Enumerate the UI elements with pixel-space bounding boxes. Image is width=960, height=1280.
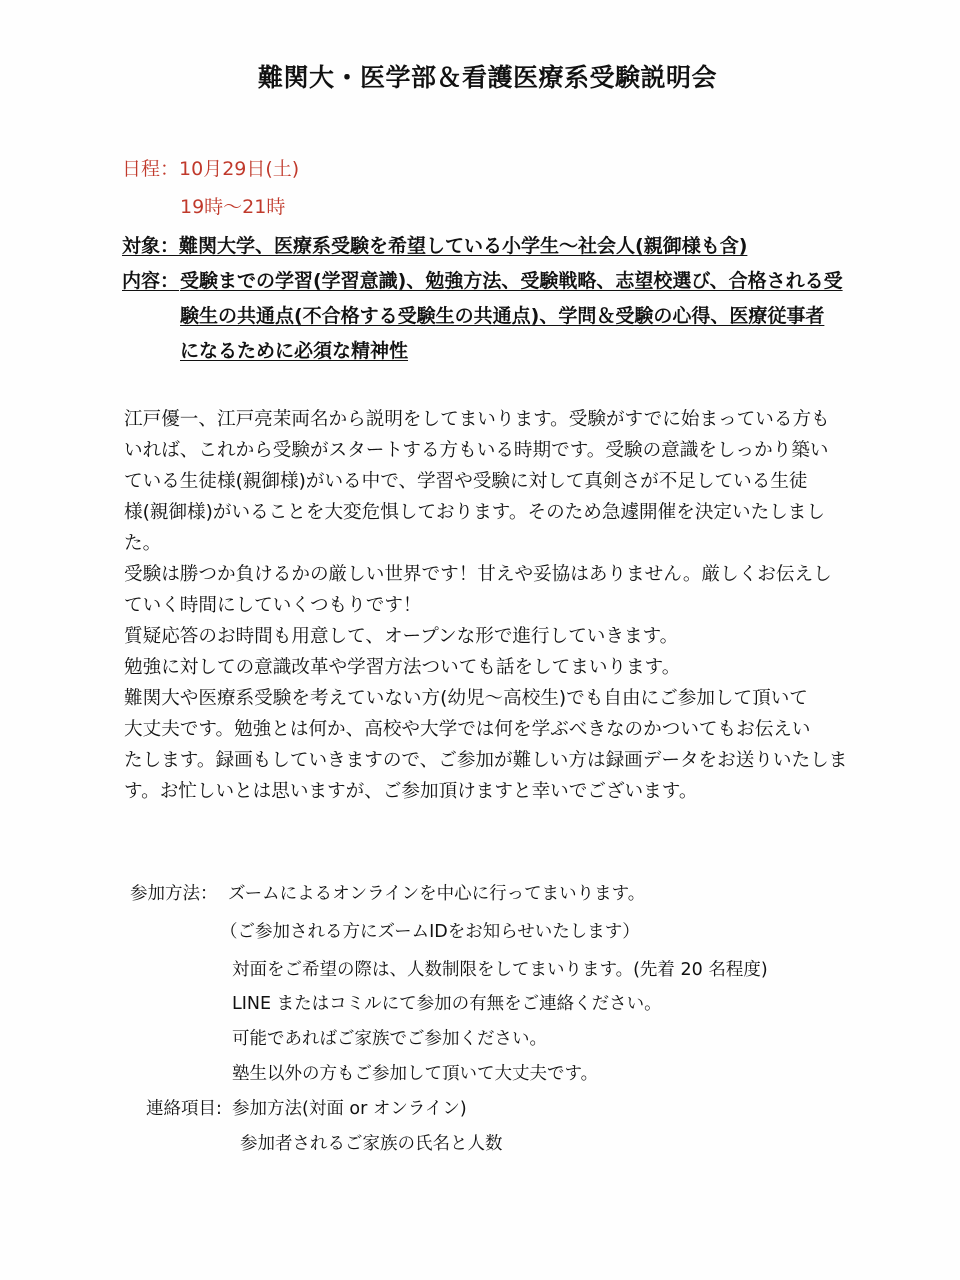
contact-label: 連絡項目: — [146, 1099, 222, 1119]
body-line: たします。録画もしていきますので、ご参加が難しい方は録画データをお送りいたしま — [124, 750, 848, 771]
content-line: になるために必須な精神性 — [180, 340, 409, 362]
body-line: 勉強に対しての意識改革や学習方法ついても話をしてまいります。 — [124, 657, 681, 678]
content-line: 受験までの学習(学習意識)、勉強方法、受験戦略、志望校選び、合格される受 — [180, 270, 843, 292]
body-line: 受験は勝つか負けるかの厳しい世界です！甘えや妥協はありません。厳しくお伝えし — [124, 564, 832, 585]
schedule-row — [122, 154, 299, 181]
content-line: 験生の共通点(不合格する受験生の共通点)、学問＆受験の心得、医療従事者 — [180, 305, 825, 327]
body-line: た。 — [124, 533, 162, 554]
participation-label: 参加方法： — [130, 884, 218, 904]
body-line: 大丈夫です。勉強とは何か、高校や大学では何を学ぶべきなのかついてもお伝えい — [124, 719, 811, 740]
contact-line: 参加方法(対面 or オンライン) — [232, 1099, 467, 1119]
body-line: 難関大や医療系受験を考えていない方(幼児～高校生)でも自由にご参加して頂いて — [124, 688, 808, 709]
content-label: 内容： — [122, 270, 180, 292]
body-line: ている生徒様(親御様)がいる中で、学習や受験に対して真剣さが不足している生徒 — [124, 471, 808, 492]
contact-line: 参加者されるご家族の氏名と人数 — [240, 1134, 503, 1154]
participation-line: （ご参加される方にズームIDをお知らせいたします） — [220, 922, 640, 942]
body-text — [124, 404, 924, 807]
participation-line: ズームによるオンラインを中心に行ってまいります。 — [228, 884, 646, 904]
participation-line: 可能であればご家族でご参加ください。 — [232, 1029, 547, 1049]
target-text: 難関大学、医療系受験を希望している小学生～社会人(親御様も含) — [179, 235, 748, 257]
body-line: 江戸優一、江戸亮茉両名から説明をしてまいります。受験がすでに始まっている方も — [124, 409, 830, 430]
schedule-label: 日程： — [122, 158, 180, 180]
target-label: 対象： — [122, 235, 180, 257]
body-line: す。お忙しいとは思いますが、ご参加頂けますと幸いでございます。 — [124, 781, 698, 802]
body-line: 様(親御様)がいることを大変危惧しております。そのため急遽開催を決定いたしまし — [124, 502, 825, 523]
page-title: 難関大・医学部＆看護医療系受験説明会 — [258, 63, 718, 92]
body-line: いれば、これから受験がスタートする方もいる時期です。受験の意識をしっかり築い — [124, 440, 829, 461]
schedule-time: 19時～21時 — [180, 196, 286, 218]
participation-line: LINE またはコミルにて参加の有無をご連絡ください。 — [232, 994, 662, 1014]
schedule-date: 10月29日(土) — [179, 158, 300, 180]
body-line: 質疑応答のお時間も用意して、オープンな形で進行していきます。 — [124, 626, 679, 647]
participation-line: 塾生以外の方もご参加して頂いて大丈夫です。 — [232, 1064, 599, 1084]
participation-line: 対面をご希望の際は、人数制限をしてまいります。(先着 20 名程度) — [232, 960, 768, 980]
body-line: ていく時間にしていくつもりです！ — [124, 595, 422, 616]
target-row — [122, 231, 747, 258]
